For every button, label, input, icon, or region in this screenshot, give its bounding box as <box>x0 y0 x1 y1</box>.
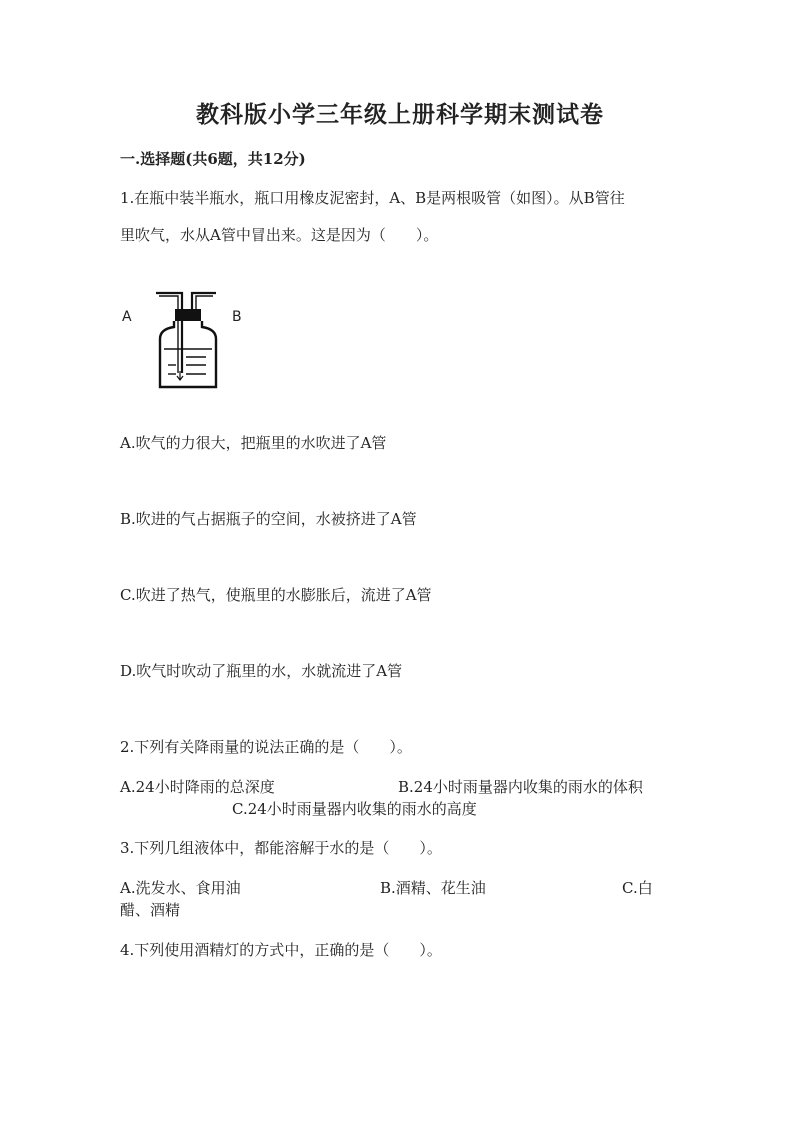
question-3-option-a: A.洗发水、食用油 <box>120 879 241 897</box>
figure-label-b: B <box>232 309 242 325</box>
bottle-straw-figure <box>120 283 240 393</box>
question-2-option-b: B.24小时雨量器内收集的雨水的体积 <box>398 778 643 796</box>
question-4-stem: 4.下列使用酒精灯的方式中，正确的是（ ）。 <box>120 941 442 959</box>
question-1-stem-line-1: 1.在瓶中装半瓶水，瓶口用橡皮泥密封，A、B是两根吸管（如图）。从B管往 <box>120 189 625 207</box>
question-1-stem-line-2: 里吹气，水从A管中冒出来。这是因为（ ）。 <box>120 226 439 244</box>
question-1-option-d: D.吹气时吹动了瓶里的水，水就流进了A管 <box>120 662 403 680</box>
question-3-option-c-part-2: 醋、酒精 <box>120 901 181 919</box>
section-heading: 一.选择题(共6题，共12分) <box>120 150 306 168</box>
question-2-stem: 2.下列有关降雨量的说法正确的是（ ）。 <box>120 738 412 756</box>
question-1-option-c: C.吹进了热气，使瓶里的水膨胀后，流进了A管 <box>120 586 432 604</box>
question-3-stem: 3.下列几组液体中，都能溶解于水的是（ ）。 <box>120 839 442 857</box>
exam-title: 教科版小学三年级上册科学期末测试卷 <box>196 101 604 128</box>
question-2-option-c: C.24小时雨量器内收集的雨水的高度 <box>232 800 477 818</box>
figure-label-a: A <box>122 309 132 325</box>
question-2-option-a: A.24小时降雨的总深度 <box>120 778 275 796</box>
bottle-diagram-icon <box>120 283 240 393</box>
question-1-option-a: A.吹气的力很大，把瓶里的水吹进了A管 <box>120 434 387 452</box>
question-3-option-c-part-1: C.白 <box>622 879 653 897</box>
question-1-option-b: B.吹进的气占据瓶子的空间，水被挤进了A管 <box>120 510 417 528</box>
question-3-option-b: B.酒精、花生油 <box>380 879 486 897</box>
